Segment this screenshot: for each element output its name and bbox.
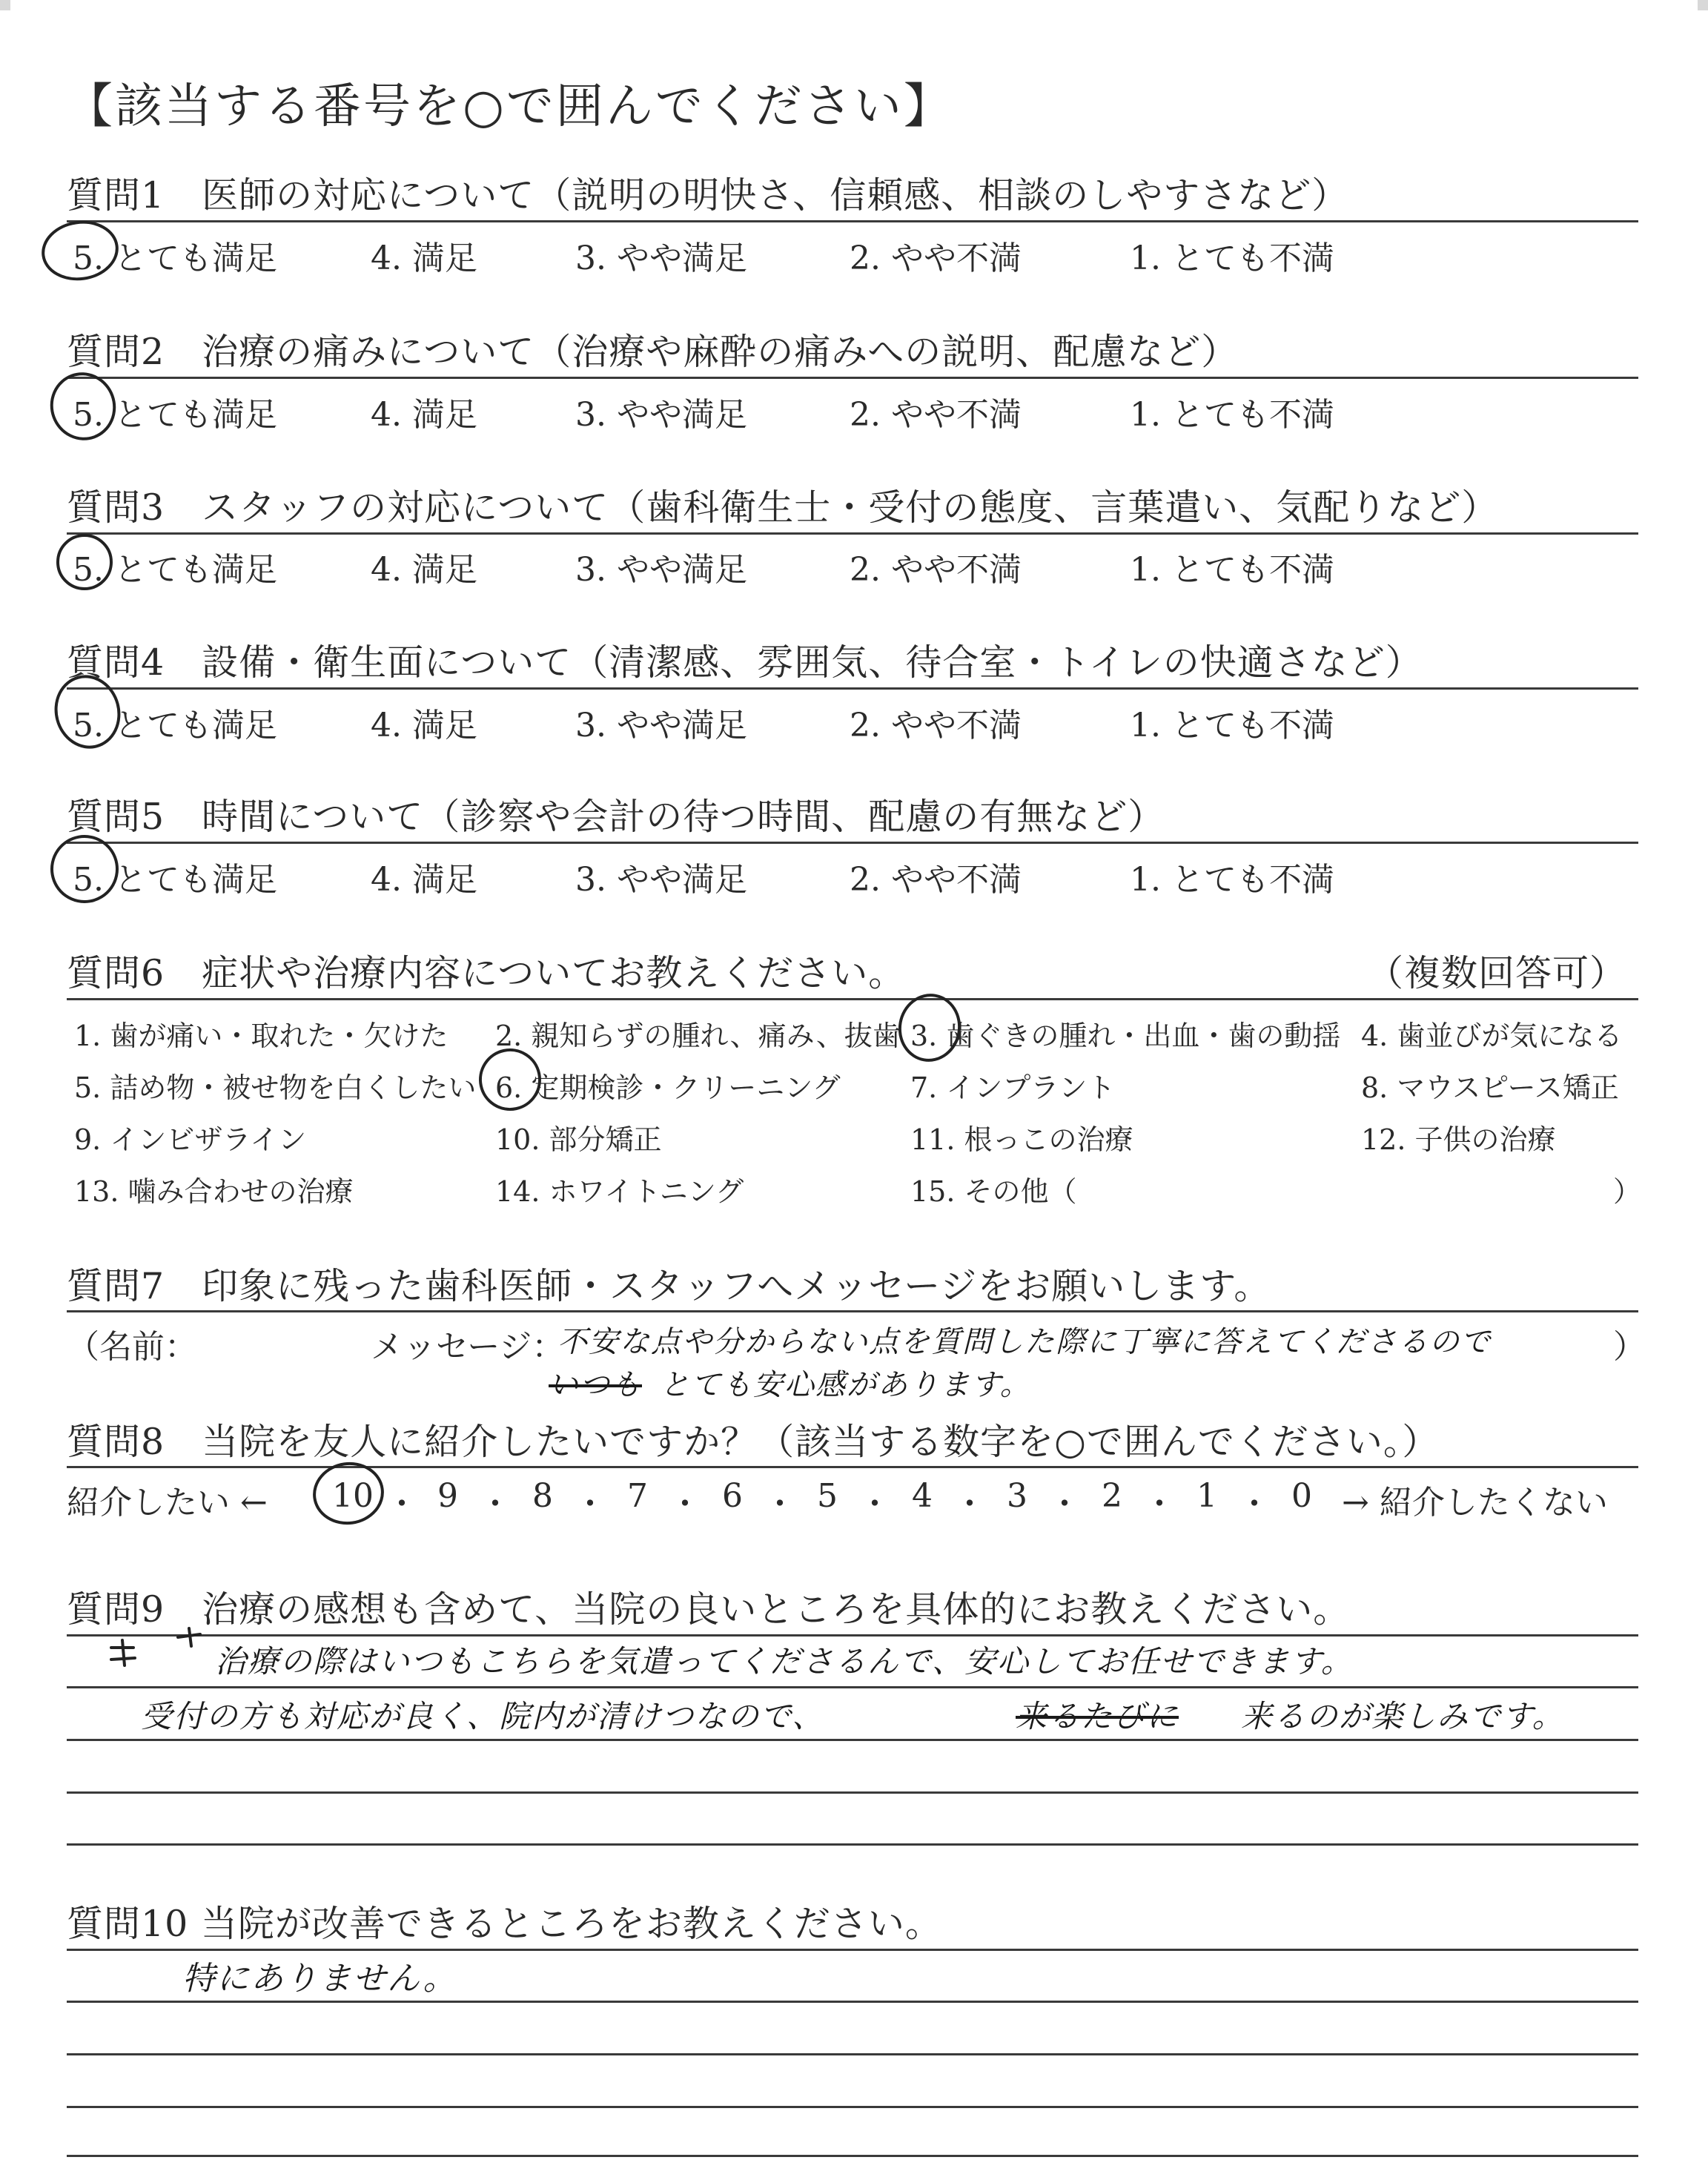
q8-scale-3[interactable]: 3 xyxy=(1007,1477,1027,1515)
q6-option-15[interactable]: 15. その他（ xyxy=(910,1175,1077,1208)
q6-option-7[interactable]: 7. インプラント xyxy=(910,1071,1116,1104)
q8-right-label: → 紹介したくない xyxy=(1342,1484,1608,1522)
q9-rule-4 xyxy=(67,1791,1638,1794)
q8-scale-10[interactable]: 10 xyxy=(332,1477,374,1515)
q3-option-3[interactable]: 3. やや満足 xyxy=(575,551,747,589)
q8-scale-2[interactable]: 2 xyxy=(1102,1477,1122,1515)
q5-option-3[interactable]: 3. やや満足 xyxy=(575,861,747,899)
q8-scale-dot: ・ xyxy=(858,1485,891,1523)
q7-rule xyxy=(67,1310,1638,1312)
q2-option-2[interactable]: 2. やや不満 xyxy=(850,396,1022,434)
q7-message-line1: 不安な点や分からない点を質問した際に丁寧に答えてくださるので xyxy=(557,1325,1492,1359)
page-title: 【該当する番号を○で囲んでください】 xyxy=(65,79,953,134)
q10-rule-1 xyxy=(67,1949,1638,1951)
q8-scale-dot: ・ xyxy=(764,1485,796,1523)
q8-scale-4[interactable]: 4 xyxy=(912,1477,933,1515)
q4-option-5[interactable]: 5. とても満足 xyxy=(73,707,277,744)
q9-answer-line1: 治療の際はいつもこちらを気遣ってくださるんで、安心してお任せできます。 xyxy=(215,1643,1354,1680)
q8-scale-8[interactable]: 8 xyxy=(532,1477,553,1515)
q6-option-14[interactable]: 14. ホワイトニング xyxy=(495,1175,744,1208)
q9-rule-5 xyxy=(67,1843,1638,1846)
q3-option-4[interactable]: 4. 満足 xyxy=(371,551,477,589)
q6-other-close-paren: ） xyxy=(1613,1175,1642,1208)
q4-rule xyxy=(67,687,1638,690)
q6-option-3[interactable]: 3. 歯ぐきの腫れ・出血・歯の動揺 xyxy=(910,1020,1341,1052)
q9-title: 質問9 治療の感想も含めて、当院の良いところを具体的にお教えください。 xyxy=(67,1588,1351,1631)
q10-rule-5 xyxy=(67,2155,1638,2157)
q8-scale-0[interactable]: 0 xyxy=(1291,1477,1312,1515)
q1-option-4[interactable]: 4. 満足 xyxy=(371,240,477,277)
q6-option-2[interactable]: 2. 親知らずの腫れ、痛み、抜歯 xyxy=(495,1020,901,1052)
q8-scale-1[interactable]: 1 xyxy=(1196,1477,1217,1515)
q8-scale-5[interactable]: 5 xyxy=(817,1477,838,1515)
q10-rule-4 xyxy=(67,2106,1638,2108)
q2-option-3[interactable]: 3. やや満足 xyxy=(575,396,747,434)
q2-option-4[interactable]: 4. 満足 xyxy=(371,396,477,434)
q9-answer-line2a: 受付の方も対応が良く、院内が清けつなので、 xyxy=(141,1698,825,1734)
q1-option-1[interactable]: 1. とても不満 xyxy=(1130,240,1334,277)
q6-option-8[interactable]: 8. マウスピース矯正 xyxy=(1361,1071,1619,1104)
q9-stray-mark xyxy=(111,1640,135,1665)
q6-option-10[interactable]: 10. 部分矯正 xyxy=(495,1123,662,1156)
q8-scale-dot: ・ xyxy=(574,1485,606,1523)
q7-name-label: （名前： xyxy=(67,1328,197,1366)
q6-option-9[interactable]: 9. インビザライン xyxy=(74,1123,307,1156)
q6-rule xyxy=(67,998,1638,1000)
q9-answer-line2b: 来るのが楽しみです。 xyxy=(1241,1698,1565,1734)
q3-option-2[interactable]: 2. やや不満 xyxy=(850,551,1022,589)
q7-message-label: メッセージ： xyxy=(371,1328,565,1366)
q9-rule-3 xyxy=(67,1739,1638,1741)
q5-rule xyxy=(67,842,1638,844)
q7-close-paren: ） xyxy=(1613,1328,1646,1366)
q1-option-3[interactable]: 3. やや満足 xyxy=(575,240,747,277)
q5-option-5[interactable]: 5. とても満足 xyxy=(73,861,277,899)
q7-title: 質問7 印象に残った歯科医師・スタッフへメッセージをお願いします。 xyxy=(67,1265,1271,1307)
q8-left-label: 紹介したい ← xyxy=(67,1484,268,1522)
q8-scale-dot: ・ xyxy=(1048,1485,1081,1523)
q1-title: 質問1 医師の対応について（説明の明快さ、信頼感、相談のしやすさなど） xyxy=(67,174,1349,217)
scan-corner-mark xyxy=(0,0,10,10)
q7-message-struck: いつも xyxy=(549,1368,642,1402)
q8-scale-9[interactable]: 9 xyxy=(437,1477,458,1515)
q2-title: 質問2 治療の痛みについて（治療や麻酔の痛みへの説明、配慮など） xyxy=(67,331,1239,373)
q8-scale-dot: ・ xyxy=(953,1485,986,1523)
q1-option-5[interactable]: 5. とても満足 xyxy=(73,240,277,277)
q10-title: 質問10 当院が改善できるところをお教えください。 xyxy=(67,1903,942,1945)
q1-option-2[interactable]: 2. やや不満 xyxy=(850,240,1022,277)
q5-title: 質問5 時間について（診察や会計の待つ時間、配慮の有無など） xyxy=(67,796,1165,838)
q5-option-1[interactable]: 1. とても不満 xyxy=(1130,861,1334,899)
q8-scale-7[interactable]: 7 xyxy=(627,1477,648,1515)
q6-option-13[interactable]: 13. 噛み合わせの治療 xyxy=(74,1175,354,1208)
q5-option-4[interactable]: 4. 満足 xyxy=(371,861,477,899)
q6-option-12[interactable]: 12. 子供の治療 xyxy=(1361,1123,1556,1156)
q3-title: 質問3 スタッフの対応について（歯科衛生士・受付の態度、言葉遣い、気配りなど） xyxy=(67,486,1499,529)
q9-rule-2 xyxy=(67,1686,1638,1688)
q4-option-1[interactable]: 1. とても不満 xyxy=(1130,707,1334,744)
q6-option-4[interactable]: 4. 歯並びが気になる xyxy=(1361,1020,1623,1052)
q5-option-2[interactable]: 2. やや不満 xyxy=(850,861,1022,899)
scan-corner-mark xyxy=(1698,0,1708,10)
q3-option-1[interactable]: 1. とても不満 xyxy=(1130,551,1334,589)
q7-message-line2: とても安心感があります。 xyxy=(660,1368,1031,1402)
q2-option-5[interactable]: 5. とても満足 xyxy=(73,396,277,434)
q8-rule xyxy=(67,1466,1638,1468)
q10-answer: 特にありません。 xyxy=(182,1960,457,1998)
q4-option-2[interactable]: 2. やや不満 xyxy=(850,707,1022,744)
q8-scale-dot: ・ xyxy=(385,1485,418,1523)
q1-rule xyxy=(67,220,1638,222)
q2-rule xyxy=(67,377,1638,379)
q10-rule-3 xyxy=(67,2053,1638,2055)
q8-scale-dot: ・ xyxy=(669,1485,701,1523)
q4-option-4[interactable]: 4. 満足 xyxy=(371,707,477,744)
q9-answer-struck: 来るたびに xyxy=(1016,1698,1179,1734)
q3-option-5[interactable]: 5. とても満足 xyxy=(73,551,277,589)
q6-option-6[interactable]: 6. 定期検診・クリーニング xyxy=(495,1071,841,1104)
q6-multiple-note: （複数回答可） xyxy=(1367,952,1627,994)
q4-option-3[interactable]: 3. やや満足 xyxy=(575,707,747,744)
q8-scale-6[interactable]: 6 xyxy=(722,1477,743,1515)
q6-option-5[interactable]: 5. 詰め物・被せ物を白くしたい xyxy=(74,1071,477,1104)
q8-title: 質問8 当院を友人に紹介したいですか？（該当する数字を○で囲んでください。） xyxy=(67,1421,1440,1463)
q8-scale-dot: ・ xyxy=(1143,1485,1176,1523)
q3-rule xyxy=(67,532,1638,535)
q2-option-1[interactable]: 1. とても不満 xyxy=(1130,396,1334,434)
q10-rule-2 xyxy=(67,2001,1638,2003)
q8-scale-dot: ・ xyxy=(479,1485,512,1523)
q6-option-1[interactable]: 1. 歯が痛い・取れた・欠けた xyxy=(74,1020,448,1052)
q4-title: 質問4 設備・衛生面について（清潔感、雰囲気、待合室・トイレの快適さなど） xyxy=(67,641,1423,684)
q6-title: 質問6 症状や治療内容についてお教えください。 xyxy=(67,952,906,994)
q6-option-11[interactable]: 11. 根っこの治療 xyxy=(910,1123,1133,1156)
q9-rule-1 xyxy=(67,1634,1638,1636)
q8-scale-dot: ・ xyxy=(1238,1485,1271,1523)
